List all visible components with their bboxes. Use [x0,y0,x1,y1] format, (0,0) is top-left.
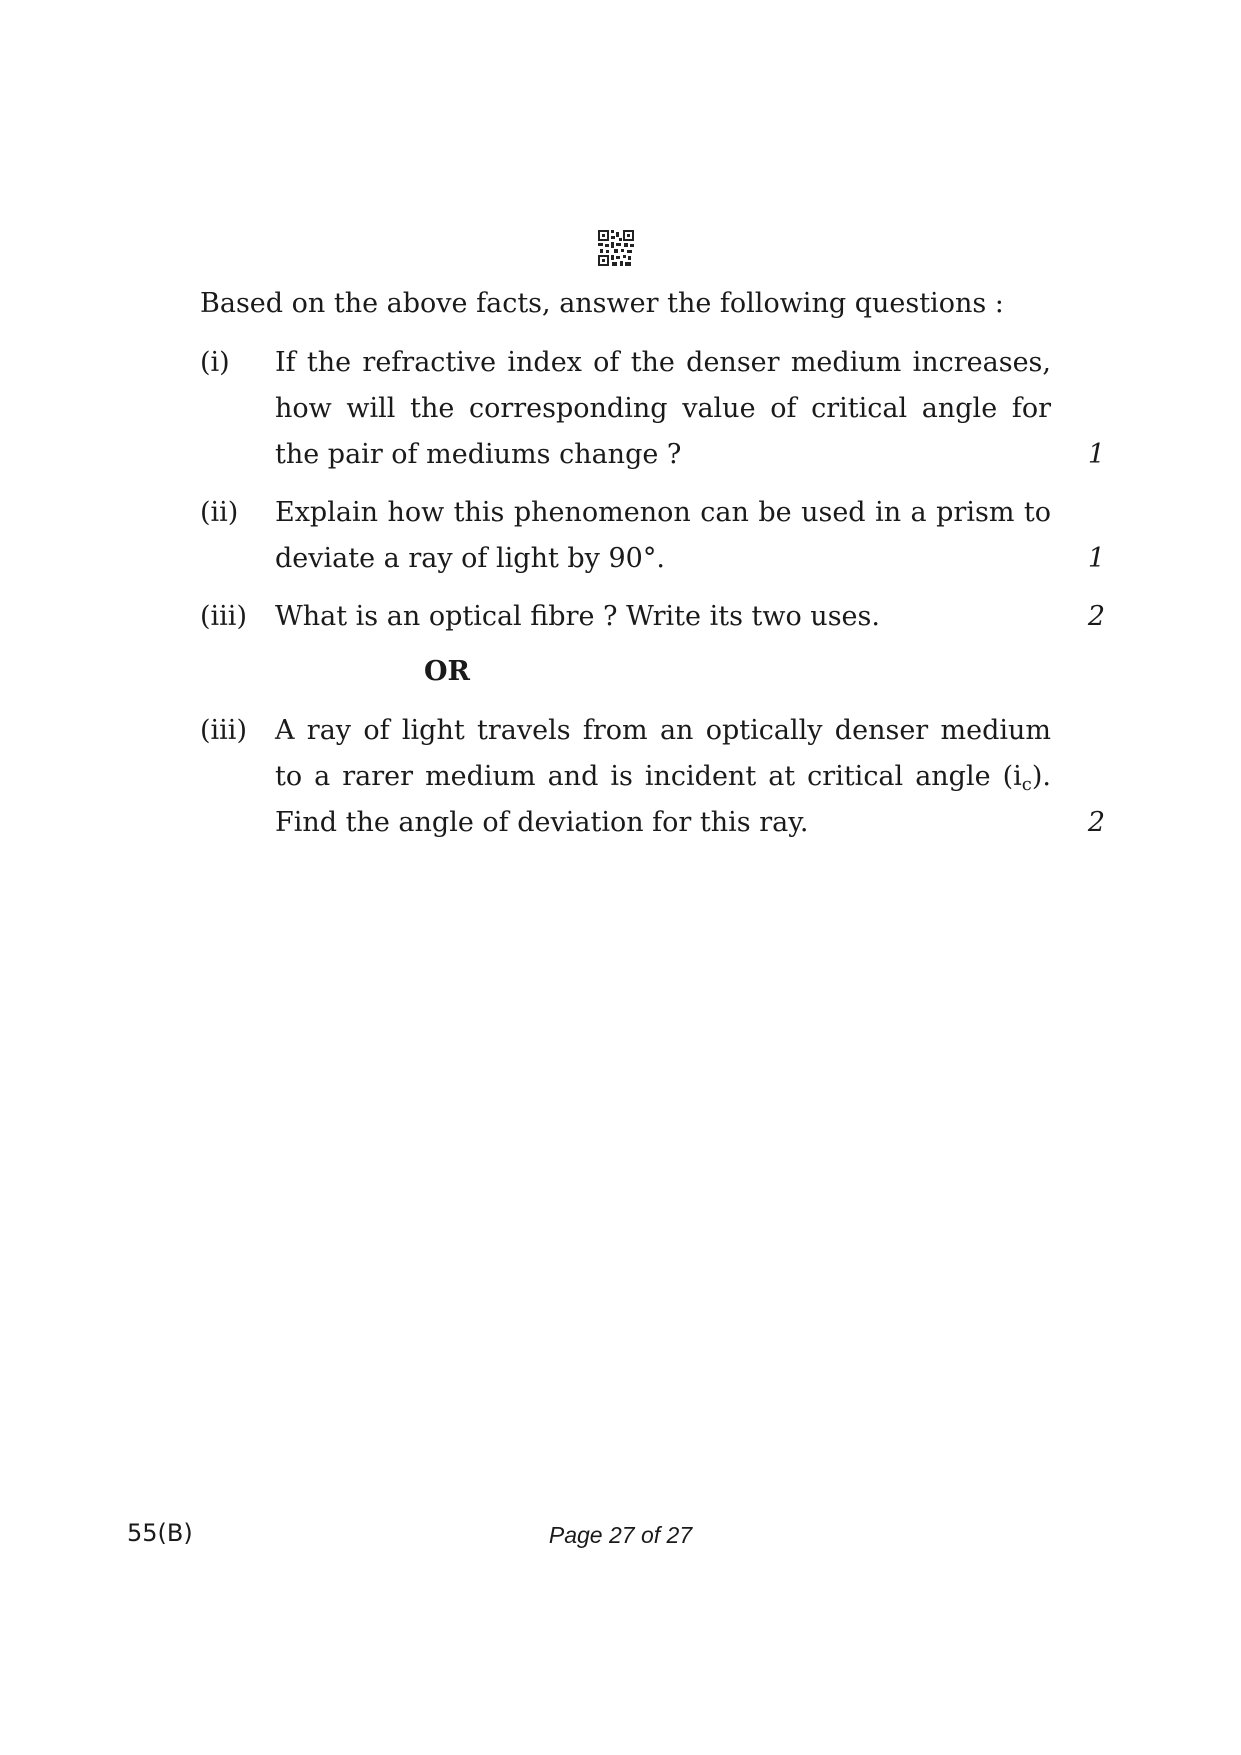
question-item [200,340,1105,478]
page-of: of [640,1522,661,1548]
question-text-part: ). Find the angle of deviation for this ray. [275,761,1051,838]
question-item [200,490,1105,582]
question-marks: 2 [1087,601,1105,632]
question-text-part: A ray of light travels from an optically denser medium to a rarer medium and is incident at critical angle (i [275,715,1051,792]
qr-code-icon [598,230,634,266]
question-item [200,708,1105,846]
question-text: If the refractive index of the denser medium increases, how will the corresponding value of critical angle for the pair of mediums change ? [275,347,1051,470]
critical-angle-subscript: c [1021,774,1032,795]
instructions-text: Based on the above facts, answer the following questions : [200,288,1004,319]
or-separator: OR [424,656,470,687]
page-number [0,1520,1241,1550]
question-number: (i) [200,347,230,378]
question-marks: 2 [1087,807,1105,838]
page-current: 27 [608,1522,635,1548]
question-text: What is an optical fibre ? Write its two uses. [275,601,880,632]
question-text [275,708,1051,846]
question-number: (iii) [200,715,247,746]
paper-code: 55(B) [127,1519,193,1547]
question-marks: 1 [1087,439,1105,470]
question-number: (iii) [200,601,247,632]
page-total: 27 [666,1522,693,1548]
page-word: Page [548,1522,603,1548]
question-text: Explain how this phenomenon can be used in a prism to deviate a ray of light by 90°. [275,497,1051,574]
question-marks: 1 [1087,543,1105,574]
question-item [200,594,1105,640]
question-number: (ii) [200,497,239,528]
